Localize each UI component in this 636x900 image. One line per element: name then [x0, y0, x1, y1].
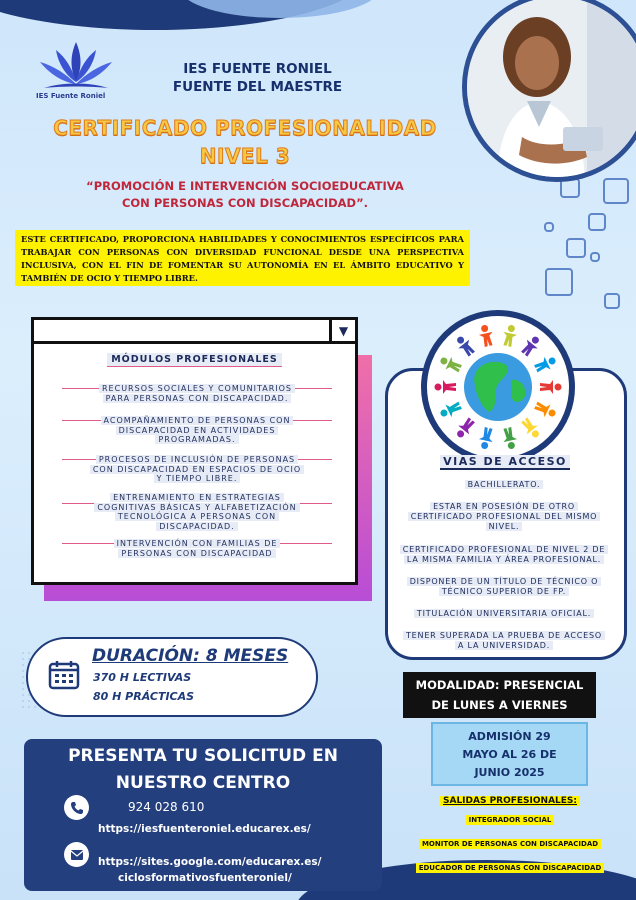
- outlet-item: EDUCADOR DE PERSONAS CON DISCAPACIDAD: [394, 864, 626, 872]
- access-item: BACHILLERATO.: [377, 480, 631, 490]
- person-figure: [533, 353, 558, 375]
- duration-title: DURACIÓN: 8 MESES: [92, 646, 289, 666]
- person-figure: [477, 426, 495, 450]
- school-name-line: IES FUENTE RONIEL: [183, 61, 332, 77]
- access-item: TITULACIÓN UNIVERSITARIA OFICIAL.: [377, 609, 631, 619]
- person-figure: [438, 353, 463, 375]
- globe-people-icon: [421, 310, 575, 464]
- modality-line2: DE LUNES A VIERNES: [431, 698, 568, 712]
- sites-link[interactable]: https://sites.google.com/educarex.es/: [98, 856, 322, 868]
- modality-line1: MODALIDAD: PRESENCIAL: [415, 678, 584, 692]
- website-link[interactable]: https://iesfuenteroniel.educarex.es/: [98, 823, 311, 835]
- certificate-title: [40, 114, 450, 170]
- apply-title-line1: PRESENTA TU SOLICITUD EN: [68, 746, 338, 766]
- access-item: DISPONER DE UN TÍTULO DE TÉCNICO O TÉCNICO SUPERIOR DE FP.: [377, 577, 631, 597]
- subtitle-line2: CON PERSONAS CON DISCAPACIDAD”.: [121, 196, 369, 210]
- person-figure: [519, 415, 543, 441]
- module-item: ENTRENAMIENTO EN ESTRATEGIAS COGNITIVAS BÁSICAS Y ALFABETIZACIÓN TECNOLÓGICA A PERSONAS CON DISCAPACIDAD.: [62, 493, 332, 531]
- person-figure: [501, 426, 519, 450]
- person-figure: [453, 415, 477, 441]
- phone-number[interactable]: 924 028 610: [128, 800, 205, 814]
- person-figure: [519, 333, 543, 359]
- decor-square: [588, 213, 606, 231]
- admission-line3: JUNIO 2025: [474, 766, 545, 779]
- module-item: INTERVENCIÓN CON FAMILIAS DE PERSONAS CON DISCAPACIDAD: [62, 539, 332, 558]
- modules-heading: MÓDULOS PROFESIONALES: [34, 354, 355, 365]
- modules-window: [31, 317, 358, 585]
- person-figure: [501, 324, 519, 348]
- duration-lective-hours: 370 H LECTIVAS: [93, 671, 192, 684]
- certificate-title-line1: CERTIFICADO PROFESIONALIDAD: [53, 116, 437, 140]
- school-town-line: FUENTE DEL MAESTRE: [172, 79, 343, 95]
- decor-square: [544, 222, 554, 232]
- person-figure: [435, 380, 457, 394]
- apply-title-line2: NUESTRO CENTRO: [115, 773, 291, 793]
- dropdown-arrow-icon[interactable]: ▼: [329, 320, 355, 341]
- decor-square: [566, 238, 586, 258]
- school-name: [135, 60, 380, 96]
- certificate-subtitle: [40, 178, 450, 212]
- person-figure: [477, 324, 495, 348]
- decor-square: [604, 293, 620, 309]
- logo-caption: IES Fuente Roniel: [36, 92, 106, 100]
- apply-title: [28, 743, 378, 797]
- sites-link-path[interactable]: ciclosformativosfuenteroniel/: [118, 872, 292, 884]
- outlet-item: MONITOR DE PERSONAS CON DISCAPACIDAD: [398, 840, 622, 848]
- person-figure: [533, 399, 558, 421]
- admission-line2: MAYO AL 26 DE: [462, 748, 557, 761]
- description-box: ESTE CERTIFICADO, PROPORCIONA HABILIDADES Y CONOCIMIENTOS ESPECÍFICOS PARA TRABAJAR CON PERSONAS CON DIVERSIDAD FUNCIONAL DESDE UNA PERSPECTIVA INCLUSIVA, CON EL FIN DE FOMENTAR SU AUTONOMÍA EN EL ÁMBITO EDUCATIVO Y TAMBIÉN DE OCIO Y TIEMPO LIBRE.: [15, 230, 470, 286]
- access-item: TENER SUPERADA LA PRUEBA DE ACCESO A LA UNIVERSIDAD.: [377, 631, 631, 651]
- person-figure: [438, 399, 463, 421]
- access-item: ESTAR EN POSESIÓN DE OTRO CERTIFICADO PROFESIONAL DEL MISMO NIVEL.: [377, 502, 631, 532]
- person-figure: [453, 333, 477, 359]
- admission-box: [431, 722, 588, 786]
- certificate-level: NIVEL 3: [199, 144, 291, 168]
- access-heading: VIAS DE ACCESO: [432, 455, 578, 468]
- header-photo: [462, 0, 636, 182]
- mail-icon: [64, 842, 89, 867]
- module-item: RECURSOS SOCIALES Y COMUNITARIOS PARA PERSONAS CON DISCAPACIDAD.: [62, 384, 332, 403]
- duration-practice-hours: 80 H PRÁCTICAS: [93, 690, 195, 703]
- decor-square: [545, 268, 573, 296]
- access-item: CERTIFICADO PROFESIONAL DE NIVEL 2 DE LA MISMA FAMILIA Y ÁREA PROFESIONAL.: [377, 545, 631, 565]
- modules-title-bar: [34, 320, 355, 344]
- decor-square: [603, 178, 629, 204]
- phone-icon: [64, 795, 89, 820]
- module-item: ACOMPAÑAMIENTO DE PERSONAS CON DISCAPACIDAD EN ACTIVIDADES PROGRAMADAS.: [62, 416, 332, 445]
- subtitle-line1: “PROMOCIÓN E INTERVENCIÓN SOCIOEDUCATIVA: [86, 179, 404, 193]
- module-item: PROCESOS DE INCLUSIÓN DE PERSONAS CON DISCAPACIDAD EN ESPACIOS DE OCIO Y TIEMPO LIBRE.: [62, 455, 332, 484]
- calendar-icon: [48, 660, 80, 694]
- modality-box: [403, 672, 596, 718]
- person-figure: [540, 380, 562, 394]
- admission-line1: ADMISIÓN 29: [468, 730, 551, 743]
- outlets-heading: SALIDAS PROFESIONALES:: [440, 796, 580, 806]
- decor-square: [590, 252, 600, 262]
- outlet-item: INTEGRADOR SOCIAL: [440, 816, 580, 824]
